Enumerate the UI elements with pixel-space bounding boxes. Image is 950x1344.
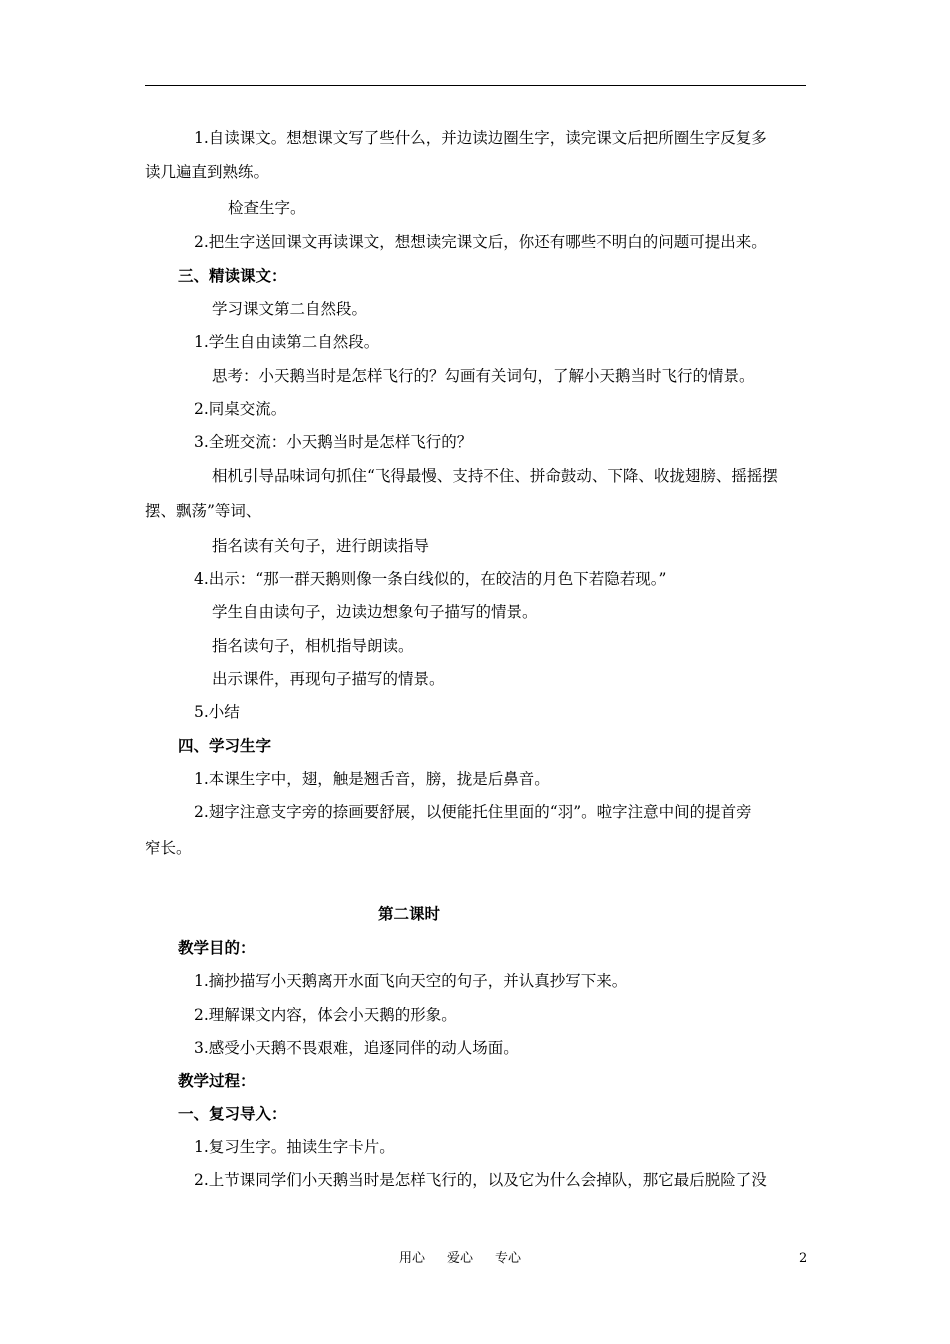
footer-motto-left: 用心 bbox=[399, 1251, 426, 1266]
text-line: 摆、飘荡”等词、 bbox=[145, 502, 262, 520]
page-number: 2 bbox=[799, 1251, 808, 1266]
text-line: 2.上节课同学们小天鹅当时是怎样飞行的，以及它为什么会掉队，那它最后脱险了没 bbox=[194, 1171, 767, 1189]
text-line: 2.翅字注意支字旁的捺画要舒展，以便能托住里面的“羽”。啦字注意中间的提首旁 bbox=[194, 803, 752, 821]
lesson-title: 第二课时 bbox=[378, 904, 441, 923]
text-line: 1.本课生字中，翅，触是翘舌音，膀，拢是后鼻音。 bbox=[194, 770, 550, 788]
text-line: 学生自由读句子，边读边想象句子描写的情景。 bbox=[212, 603, 538, 621]
section-heading: 教学目的： bbox=[178, 938, 256, 957]
text-line: 1.摘抄描写小天鹅离开水面飞向天空的句子，并认真抄写下来。 bbox=[194, 972, 628, 990]
text-line: 学习课文第二自然段。 bbox=[212, 300, 368, 318]
footer-motto-right: 专心 bbox=[495, 1251, 522, 1266]
text-line: 窄长。 bbox=[145, 839, 192, 857]
text-line: 检查生字。 bbox=[228, 199, 306, 217]
section-heading: 四、学习生字 bbox=[178, 736, 272, 755]
section-heading: 教学过程： bbox=[178, 1071, 256, 1090]
text-line: 思考：小天鹅当时是怎样飞行的？勾画有关词句，了解小天鹅当时飞行的情景。 bbox=[212, 367, 755, 385]
text-line: 出示课件，再现句子描写的情景。 bbox=[212, 670, 445, 688]
text-line: 相机引导品味词句抓住“飞得最慢、支持不住、拼命鼓动、下降、收拢翅膀、摇摇摆 bbox=[212, 467, 778, 485]
section-heading: 三、精读课文： bbox=[178, 266, 287, 285]
text-line: 2.同桌交流。 bbox=[194, 400, 287, 418]
section-heading: 一、复习导入： bbox=[178, 1104, 287, 1123]
footer-motto-middle: 爱心 bbox=[447, 1251, 474, 1266]
header-rule bbox=[145, 85, 806, 86]
text-line: 1.复习生字。抽读生字卡片。 bbox=[194, 1138, 395, 1156]
text-line: 1.自读课文。想想课文写了些什么，并边读边圈生字，读完课文后把所圈生字反复多 bbox=[194, 129, 767, 147]
text-line: 4.出示：“那一群天鹅则像一条白线似的，在皎洁的月色下若隐若现。” bbox=[194, 570, 667, 588]
text-line: 指名读句子，相机指导朗读。 bbox=[212, 637, 414, 655]
text-line: 读几遍直到熟练。 bbox=[145, 163, 270, 181]
text-line: 1.学生自由读第二自然段。 bbox=[194, 333, 380, 351]
text-line: 2.把生字送回课文再读课文，想想读完课文后，你还有哪些不明白的问题可提出来。 bbox=[194, 233, 767, 251]
text-line: 3.感受小天鹅不畏艰难，追逐同伴的动人场面。 bbox=[194, 1039, 519, 1057]
text-line: 3.全班交流：小天鹅当时是怎样飞行的？ bbox=[194, 433, 473, 451]
text-line: 指名读有关句子，进行朗读指导 bbox=[212, 537, 430, 555]
text-line: 2.理解课文内容，体会小天鹅的形象。 bbox=[194, 1006, 457, 1024]
text-line: 5.小结 bbox=[194, 703, 240, 721]
